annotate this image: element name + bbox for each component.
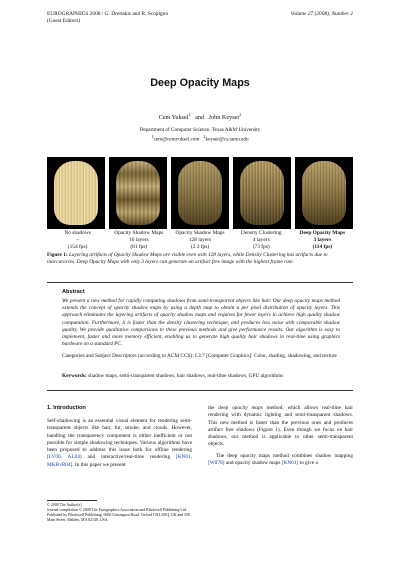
label-method: Deep Opacity Maps — [299, 230, 346, 236]
author-line — [0, 112, 400, 121]
editor-note: (Guest Editors) — [47, 18, 81, 24]
email-2-sup: 2 — [203, 133, 206, 139]
emails — [0, 134, 400, 143]
affiliation — [0, 127, 400, 143]
label-fps: (73 fps) — [252, 244, 270, 250]
label-layers: 4 layers — [252, 237, 270, 243]
label-method: No shadows — [64, 230, 91, 236]
label-density-clustering — [231, 230, 292, 251]
teaser-panel-density-clustering — [233, 157, 291, 229]
copyright-footnote — [47, 503, 192, 523]
keywords-text: shadow maps, semi-transparent shadows, hair shadows, real-time shadows, GPU algorithms — [86, 373, 284, 379]
abstract-top-rule — [47, 282, 353, 283]
label-layers: – — [76, 237, 79, 243]
author-2-sup: 2 — [239, 112, 242, 117]
volume-info: Volume 27 (2008), Number 2 — [290, 11, 353, 17]
hair-render-image — [240, 161, 284, 225]
teaser-panel-osm-16 — [109, 157, 167, 229]
keywords-label: Keywords: — [62, 373, 87, 379]
intro-left-column — [47, 418, 192, 469]
intro-paragraph — [208, 453, 353, 468]
hair-render-image — [302, 161, 346, 225]
intro-text: to give a — [298, 460, 318, 467]
label-method: Opacity Shadow Maps — [114, 230, 164, 236]
intro-text: and interactive/real-time rendering — [81, 454, 176, 461]
abstract-body: We present a new method for rapidly computing shadows from semi-transparent objects like hair. Our deep opacity maps method extends the concept of opacity shadow maps by using a depth map to obtain a per pixel distribution of opacity layers. This approach eliminates the layering artifacts of opacity shadow maps and requires far fewer layers to achieve high quality shadow computation. Furthermore, it is faster than the density clustering technique, and produces less noise with comparable shadow quality. We provide qualitative comparisons to these previous methods and give performance results. Our algorithm is easy to implement, faster and more memory efficient, enabling us to generate high quality hair shadows in real-time using graphics hardware on a standard PC. — [62, 298, 340, 348]
journal-header — [47, 11, 168, 25]
label-layers: 16 layers — [128, 237, 149, 243]
figure-caption — [47, 252, 353, 266]
label-method: Opacity Shadow Maps — [175, 230, 225, 236]
acm-categories: Categories and Subject Descriptors (according to ACM CCS): I.3.7 [Computer Graphics]: Color, shading, shadowing, and texture — [62, 353, 337, 359]
teaser-panel-deep-opacity-maps — [295, 157, 353, 229]
hair-render-image — [54, 161, 98, 225]
label-fps: (114 fps) — [312, 244, 333, 250]
citation-link[interactable]: [LV00, AL04] — [47, 454, 82, 461]
abstract-heading: Abstract — [62, 289, 85, 295]
citation-link[interactable]: [KN01, MKBvR04] — [47, 454, 192, 468]
label-fps: (81 fps) — [130, 244, 148, 250]
footnote-rule — [47, 500, 97, 501]
intro-text: The deep opacity maps method combines shadow mapping — [216, 452, 353, 459]
citation-link[interactable]: [KN01] — [281, 460, 299, 467]
intro-paragraph — [208, 405, 353, 449]
label-fps: (154 fps) — [67, 244, 88, 250]
author-1: Cem Yuksel — [158, 114, 189, 122]
email-2: keyser@cs.tamu.edu — [205, 136, 249, 143]
intro-text: the — [208, 405, 219, 411]
paper-title: Deep Opacity Maps — [150, 77, 250, 89]
footnote-line: © 2008 The Author(s) — [47, 503, 82, 507]
label-fps: (2.3 fps) — [190, 244, 210, 250]
email-1-sup: 1 — [151, 133, 154, 139]
intro-text: method, which allows real-time hair rendering with dynamic lighting and semi-transparent shadows. This new method is faster than the previous ones and produces artifact free shadows (Figure 1). Even though we focus on hair shadows, our method is applicable to other semi-transparent objects. — [208, 405, 353, 448]
intro-text: Self-shadowing is an essential visual element for rendering semi-transparent objects like hair, fur, smoke, and clouds. However, handling the transparency component is either inefficient or not possible for simple shadowing techniques. Various algorithms have been proposed to address this issue both for offline rendering — [47, 418, 192, 454]
footnote-line: Journal compilation © 2008 The Eurographics Association and Blackwell Publishing Ltd. — [47, 508, 187, 512]
email-1: cem@cemyuksel.com — [153, 136, 200, 143]
caption-label: Figure 1: — [47, 252, 68, 258]
keywords — [62, 373, 340, 380]
label-layers: 128 layers — [188, 237, 212, 243]
author-2: John Keyser — [208, 114, 240, 122]
label-method: Density Clustering — [240, 230, 282, 236]
label-layers: 3 layers — [313, 237, 332, 243]
author-and: and — [195, 114, 205, 122]
intro-text: . In this paper we present — [72, 461, 126, 468]
label-deep-opacity-maps — [292, 230, 353, 251]
intro-right-column — [208, 405, 353, 471]
label-osm-16 — [108, 230, 169, 251]
footnote-line: Published by Blackwell Publishing, 9600 Garsington Road, Oxford OX4 2DQ, UK and 350 Main Street, Malden, MA 02148, USA. — [47, 513, 190, 522]
journal-line: EUROGRAPHICS 2008 / G. Drettakis and R. Scopigno — [47, 11, 169, 17]
teaser-panel-no-shadows — [47, 157, 105, 229]
intro-heading: 1. Introduction — [47, 405, 86, 411]
abstract-bottom-rule — [47, 390, 353, 391]
author-1-sup: 1 — [188, 112, 191, 117]
department: Department of Computer Science, Texas A&M University — [139, 127, 261, 133]
hair-render-image — [178, 161, 222, 225]
intro-text: and opacity shadow maps — [224, 460, 282, 467]
label-osm-128 — [169, 230, 230, 251]
hair-render-image — [116, 161, 160, 225]
caption-text: Layering artifacts of Opacity Shadow Maps are visible even with 128 layers, while Density Clustering has artifacts due to inaccuracies. Deep Opacity Maps with only 3 layers can generate an artifact free image with the highest frame rate. — [47, 252, 328, 265]
teaser-figure — [47, 157, 353, 229]
method-name: deep opacity maps — [218, 405, 263, 411]
label-no-shadows — [47, 230, 108, 251]
citation-link[interactable]: [Wil78] — [208, 460, 225, 467]
teaser-labels — [47, 230, 353, 251]
teaser-panel-osm-128 — [171, 157, 229, 229]
